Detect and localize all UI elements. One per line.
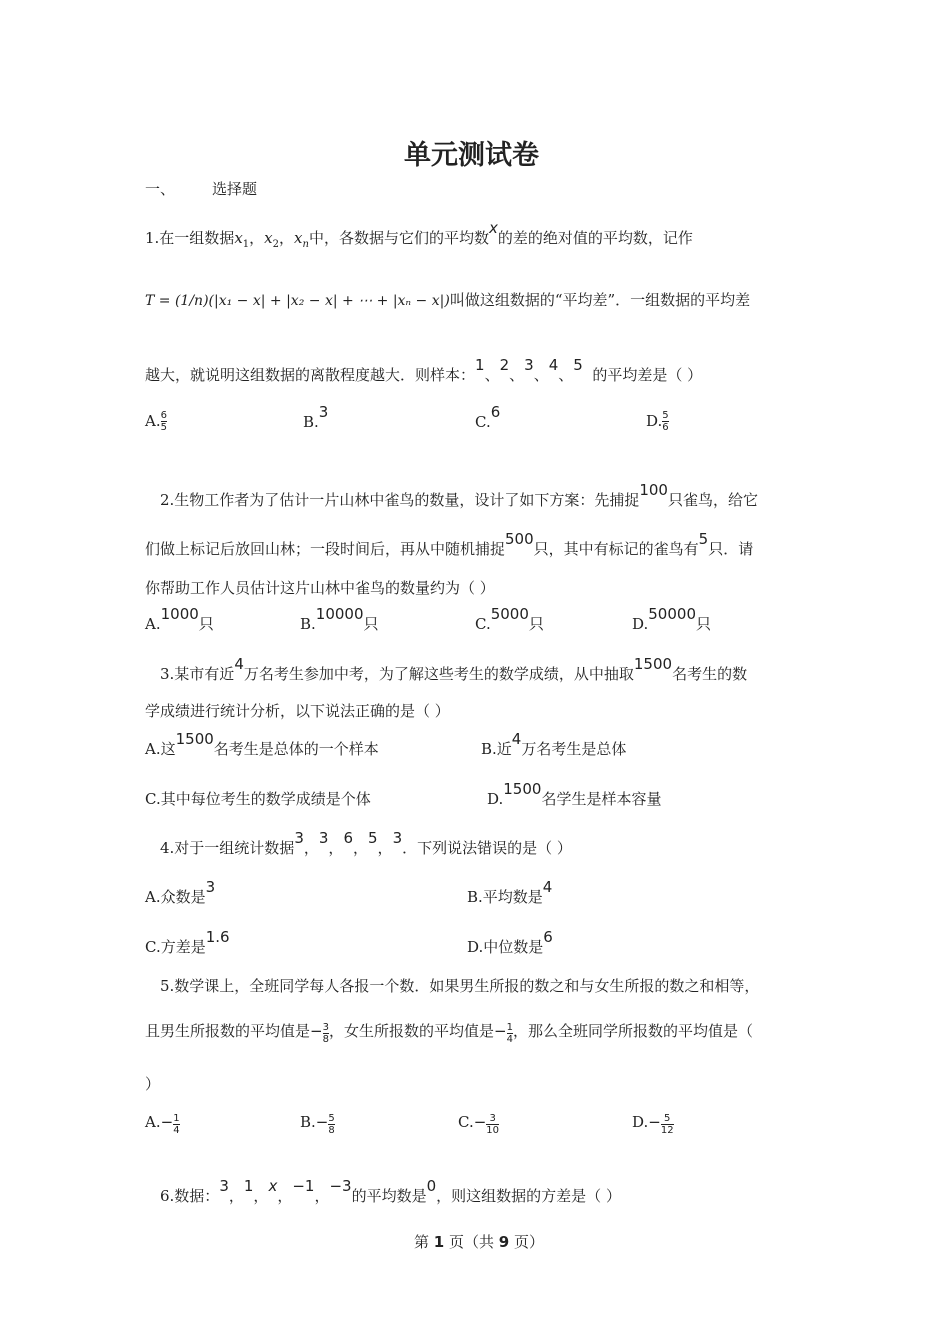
q6-datum-1: 3: [219, 1177, 229, 1195]
q1-option-b[interactable]: B.3: [303, 403, 329, 431]
q2-line2: 们做上标记后放回山林；一段时间后，再从中随机捕捉500只，其中有标记的雀鸟有5只．请: [145, 530, 754, 558]
q3-line2: 学成绩进行统计分析，以下说法正确的是（ ）: [145, 702, 450, 720]
q5-option-a[interactable]: A.− $\frac{1}{4}$: [145, 1113, 180, 1136]
q1-line2: T = (1/n)(|x₁ − x| + |x₂ − x| + ⋯ + |xₙ − x|)叫做这组数据的“平均差”．一组数据的平均差: [145, 291, 751, 309]
q6-datum-separator: ，: [277, 1187, 293, 1205]
q3-option-c[interactable]: C.其中每位考生的数学成绩是个体: [145, 790, 371, 808]
q6-datum-separator: ，: [228, 1187, 244, 1205]
q2-option-a[interactable]: A.1000只: [145, 605, 214, 633]
q2-option-c[interactable]: C.5000只: [475, 605, 544, 633]
q4-datum-separator: ，: [377, 839, 393, 857]
q1-option-a[interactable]: A. $\frac{6}{5}$: [145, 410, 167, 433]
q6-datum-separator: ，: [314, 1187, 330, 1205]
q1-sample-5: 5: [573, 356, 583, 374]
q1-sample-separator: 、: [558, 366, 574, 384]
q4-datum-4: 5: [368, 829, 378, 847]
q3-option-a[interactable]: A.这1500名考生是总体的一个样本: [145, 730, 379, 758]
q1-option-d[interactable]: D. $\frac{5}{6}$: [646, 410, 669, 433]
q4-datum-3: 6: [343, 829, 353, 847]
q2-line3: 你帮助工作人员估计这片山林中雀鸟的数量约为（ ）: [145, 579, 495, 597]
q2-line1: 2.生物工作者为了估计一片山林中雀鸟的数量，设计了如下方案：先捕捉100只雀鸟，给它: [160, 481, 758, 509]
q5-option-c[interactable]: C.− $\frac{3}{10}$: [458, 1113, 500, 1136]
q4-option-a[interactable]: A.众数是3: [145, 878, 216, 906]
q4-datum-separator: ，: [328, 839, 344, 857]
q4-line1: 4.对于一组统计数据3，3，6，5，3．下列说法错误的是（ ）: [160, 829, 572, 857]
q5-option-d[interactable]: D.− $\frac{5}{12}$: [632, 1113, 674, 1136]
q6-datum-separator: ，: [253, 1187, 269, 1205]
q3-option-d[interactable]: D.1500名学生是样本容量: [487, 780, 662, 808]
page-title: 单元测试卷: [404, 140, 539, 171]
page-footer: 第 1 页（共 9 页）: [414, 1233, 544, 1251]
q1-sample-4: 4: [548, 356, 559, 374]
q6-datum-2: 1: [243, 1177, 254, 1195]
q5-line1: 5.数学课上，全班同学每人各报一个数．如果男生所报的数之和与女生所报的数之和相等，: [160, 977, 760, 995]
q6-line1: 6.数据：3，1，x，−1，−3的平均数是0，则这组数据的方差是（ ）: [160, 1177, 621, 1205]
q1-sample-1: 1: [475, 356, 485, 374]
q4-datum-5: 3: [392, 829, 403, 847]
q4-option-b[interactable]: B.平均数是4: [467, 878, 553, 906]
q6-datum-3: x: [268, 1177, 278, 1195]
q5-option-b[interactable]: B.− $\frac{5}{8}$: [300, 1113, 335, 1136]
q2-option-d[interactable]: D.50000只: [632, 605, 711, 633]
q4-option-d[interactable]: D.中位数是6: [467, 928, 553, 956]
q4-datum-2: 3: [318, 829, 329, 847]
q1-sample-separator: 、: [509, 366, 525, 384]
q5-line3: ）: [145, 1075, 161, 1093]
q1-line1: 1.在一组数据$x_1$，$x_2$，$x_n$中，各数据与它们的平均数x的差的绝对值的平均数，记作: [145, 219, 693, 250]
q6-datum-5: −3: [329, 1177, 352, 1195]
q5-line2: 且男生所报数的平均值是− $\frac{3}{8}$ ，女生所报数的平均值是− $\frac{1}{4}$ ，那么全班同学所报数的平均值是（: [145, 1022, 753, 1045]
section-number: 一、: [145, 180, 176, 198]
q4-option-c[interactable]: C.方差是1.6: [145, 928, 230, 956]
section-label: 选择题: [212, 180, 258, 198]
q1-sample-2: 2: [499, 356, 510, 374]
q4-datum-separator: ，: [352, 839, 368, 857]
q1-sample-3: 3: [524, 356, 534, 374]
q4-datum-1: 3: [294, 829, 304, 847]
q1-sample-separator: 、: [484, 366, 500, 384]
q3-line1: 3.某市有近4万名考生参加中考，为了解这些考生的数学成绩，从中抽取1500名考生的数: [160, 655, 748, 683]
q2-option-b[interactable]: B.10000只: [300, 605, 379, 633]
q1-sample-separator: 、: [533, 366, 549, 384]
q1-line3: 越大，就说明这组数据的离散程度越大．则样本：1、2、3、4、5 的平均差是（ ）: [145, 356, 703, 384]
q4-datum-separator: ，: [303, 839, 319, 857]
q1-formula: T = (1/n)(|x₁ − x| + |x₂ − x| + ⋯ + |xₙ − x|): [145, 293, 450, 309]
q6-datum-4: −1: [292, 1177, 315, 1195]
q3-option-b[interactable]: B.近4万名考生是总体: [481, 730, 627, 758]
q1-option-c[interactable]: C.6: [475, 403, 501, 431]
